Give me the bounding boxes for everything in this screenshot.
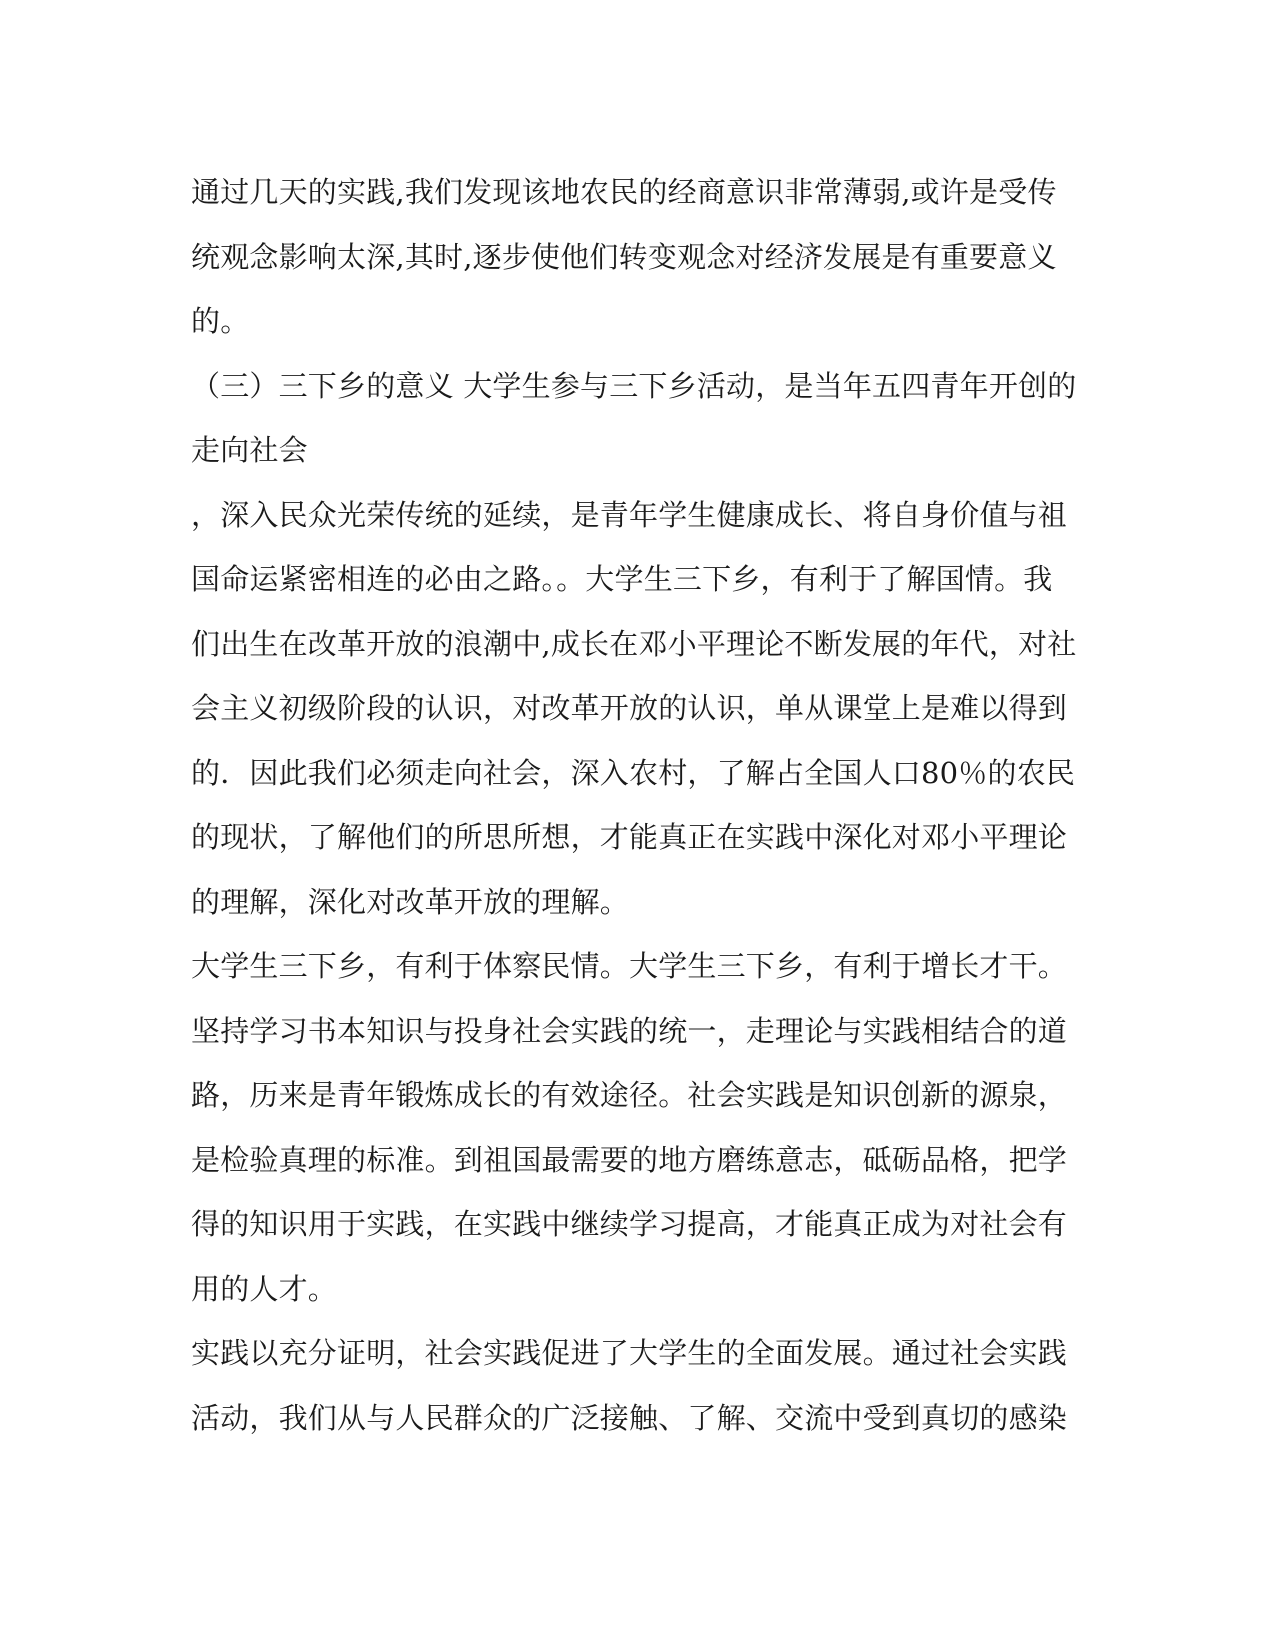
- text-line: 会主义初级阶段的认识，对改革开放的认识，单从课堂上是难以得到: [191, 691, 1068, 725]
- text-line: 实践以充分证明，社会实践促进了大学生的全面发展。通过社会实践: [191, 1336, 1068, 1370]
- section-heading-line: （三）三下乡的意义 大学生参与三下乡活动，是当年五四青年开创的: [191, 368, 1077, 403]
- text-line: 坚持学习书本知识与投身社会实践的统一，走理论与实践相结合的道: [191, 1013, 1068, 1048]
- text-line: ，深入民众光荣传统的延续，是青年学生健康成长、将自身价值与祖: [191, 497, 1068, 532]
- text-line: 活动，我们从与人民群众的广泛接触、了解、交流中受到真切的感染: [191, 1400, 1068, 1435]
- text-line: 的。: [191, 304, 250, 338]
- text-line: 走向社会: [191, 433, 308, 467]
- text-line: 的理解，深化对改革开放的理解。: [191, 884, 630, 919]
- text-line: 统观念影响太深,其时,逐步使他们转变观念对经济发展是有重要意义: [191, 239, 1057, 274]
- text-line: 们出生在改革开放的浪潮中,成长在邓小平理论不断发展的年代，对社: [191, 626, 1077, 661]
- text-line: 是检验真理的标准。到祖国最需要的地方磨练意志，砥砺品格，把学: [191, 1142, 1068, 1177]
- text-line: 通过几天的实践,我们发现该地农民的经商意识非常薄弱,或许是受传: [191, 175, 1057, 209]
- text-line: 的现状，了解他们的所思所想，才能真正在实践中深化对邓小平理论: [191, 820, 1068, 854]
- text-line: 得的知识用于实践，在实践中继续学习提高，才能真正成为对社会有: [191, 1207, 1068, 1241]
- text-line: 的．因此我们必须走向社会，深入农村，了解占全国人口80％的农民: [191, 755, 1076, 790]
- document-body: [191, 160, 1091, 1450]
- text-line: 国命运紧密相连的必由之路。。大学生三下乡，有利于了解国情。我: [191, 562, 1053, 596]
- text-line: 用的人才。: [191, 1271, 338, 1306]
- text-line: 大学生三下乡，有利于体察民情。大学生三下乡，有利于增长才干。: [191, 949, 1068, 983]
- text-line: 路，历来是青年锻炼成长的有效途径。社会实践是知识创新的源泉，: [191, 1078, 1068, 1112]
